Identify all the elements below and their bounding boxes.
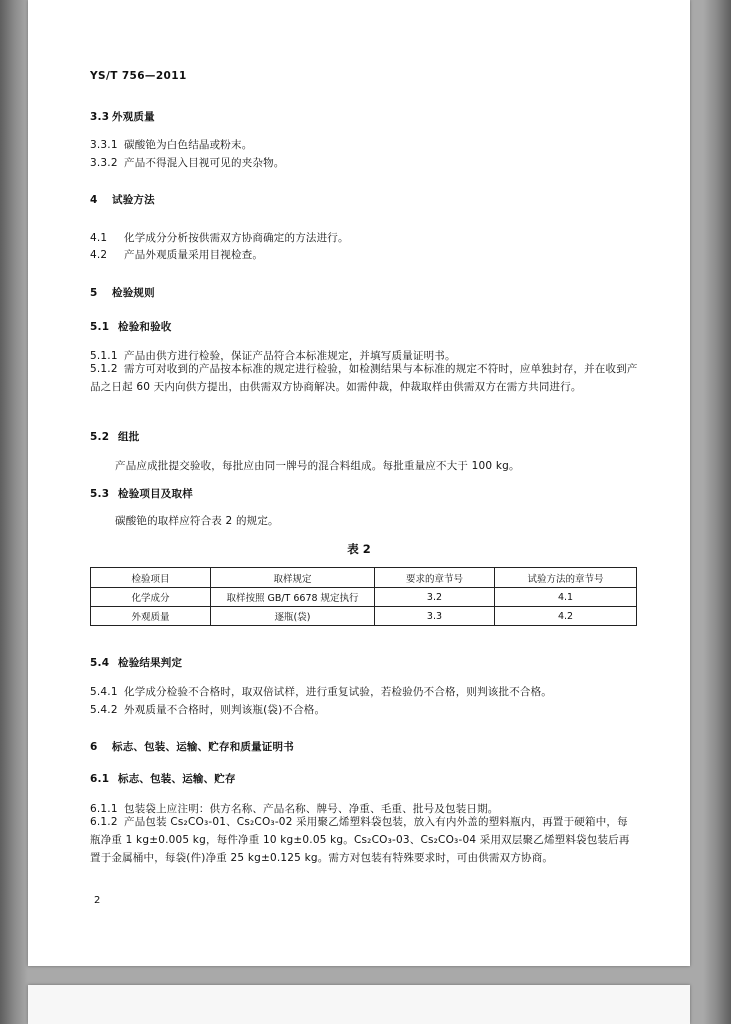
table-row: [91, 607, 637, 626]
section-number: 4: [90, 194, 98, 206]
section-number: 5: [90, 287, 98, 299]
clause-3-3-1: [90, 139, 252, 152]
clause-number: 3.3.2: [90, 157, 118, 169]
section-number: 5.4: [90, 657, 110, 669]
section-title: 检验项目及取样: [118, 488, 193, 500]
sampling-table: [90, 567, 637, 626]
table-cell: 4.2: [495, 607, 637, 626]
section-title: 组批: [118, 431, 140, 443]
clause-text: 化学成分检验不合格时，取双倍试样，进行重复试验，若检验仍不合格，则判该批不合格。: [124, 686, 552, 698]
section-number: 5.1: [90, 321, 110, 333]
clause-4-2: [90, 249, 263, 262]
clause-number: 5.4.1: [90, 686, 118, 698]
clause-number: 5.1.2: [90, 363, 118, 375]
clause-number: 5.4.2: [90, 704, 118, 716]
section-5-3-heading: [90, 488, 193, 501]
section-6-1-heading: [90, 773, 236, 786]
table-cell: 取样按照 GB/T 6678 规定执行: [211, 588, 375, 607]
section-6-heading: [90, 741, 294, 754]
clause-5-4-2: [90, 704, 325, 717]
clause-text: 产品由供方进行检验，保证产品符合本标准规定，并填写质量证明书。: [124, 350, 456, 362]
table-header-cell: 检验项目: [91, 568, 211, 588]
clause-text: 化学成分分析按供需双方协商确定的方法进行。: [124, 232, 349, 244]
section-title: 标志、包装、运输、贮存和质量证明书: [112, 741, 294, 753]
table-cell: 化学成分: [91, 588, 211, 607]
section-title: 检验规则: [112, 287, 155, 299]
clause-text: 包装袋上应注明：供方名称、产品名称、牌号、净重、毛重、批号及包装日期。: [124, 803, 499, 815]
section-number: 6.1: [90, 773, 110, 785]
section-5-2-heading: [90, 431, 139, 444]
clause-number: 6.1.1: [90, 803, 118, 815]
clause-text: 产品外观质量采用目视检查。: [124, 249, 264, 261]
table-cell: 4.1: [495, 588, 637, 607]
table-header-cell: 要求的章节号: [374, 568, 494, 588]
section-3-3-heading: [90, 111, 155, 124]
clause-number: 6.1.2: [90, 816, 118, 828]
clause-5-1-2: [90, 360, 638, 396]
clause-3-3-2: [90, 157, 285, 170]
section-title: 检验和验收: [118, 321, 172, 333]
clause-text: 外观质量不合格时，则判该瓶(袋)不合格。: [124, 704, 326, 716]
standard-code: YS/T 756—2011: [90, 70, 187, 82]
table-header-cell: 取样规定: [211, 568, 375, 588]
next-page-edge: [28, 985, 690, 1024]
table-cell: 逐瓶(袋): [211, 607, 375, 626]
clause-number: 3.3.1: [90, 139, 118, 151]
clause-5-4-1: [90, 686, 552, 699]
section-5-2-text: 产品应成批提交验收，每批应由同一牌号的混合料组成。每批重量应不大于 100 kg。: [115, 460, 520, 472]
table-cell: 3.3: [374, 607, 494, 626]
table-row: [91, 588, 637, 607]
clause-number: 4.1: [90, 232, 108, 244]
table-cell: 3.2: [374, 588, 494, 607]
clause-text: 产品不得混入目视可见的夹杂物。: [124, 157, 285, 169]
clause-number: 5.1.1: [90, 350, 118, 362]
section-number: 5.2: [90, 431, 110, 443]
section-title: 检验结果判定: [118, 657, 183, 669]
clause-4-1: [90, 232, 349, 245]
section-number: 3.3: [90, 111, 110, 123]
section-5-heading: [90, 287, 155, 300]
clause-text: 产品包装 Cs₂CO₃-01、Cs₂CO₃-02 采用聚乙烯塑料袋包装，放入有内外盖的塑料瓶内，再置于硬箱中，每瓶净重 1 kg±0.005 kg，每件净重 10 kg±0.05 kg。Cs₂CO₃-03、Cs₂CO₃-04 采用双层聚乙烯塑料袋包装后再置于金属桶中，每袋(件)净重 25 kg±0.125 kg。需方对包装有特殊要求时，可由供需双方协商。: [90, 816, 630, 864]
clause-number: 4.2: [90, 249, 108, 261]
section-title: 外观质量: [112, 111, 155, 123]
section-number: 6: [90, 741, 98, 753]
document-page: [28, 0, 690, 966]
clause-text: 碳酸铯为白色结晶或粉末。: [124, 139, 253, 151]
section-4-heading: [90, 194, 155, 207]
table-header-row: [91, 568, 637, 588]
section-title: 标志、包装、运输、贮存: [118, 773, 236, 785]
table-header-cell: 试验方法的章节号: [495, 568, 637, 588]
section-number: 5.3: [90, 488, 110, 500]
clause-6-1-2: [90, 813, 638, 867]
section-5-4-heading: [90, 657, 182, 670]
table-title: 表 2: [347, 542, 371, 556]
table-cell: 外观质量: [91, 607, 211, 626]
section-title: 试验方法: [112, 194, 155, 206]
section-5-1-heading: [90, 321, 172, 334]
clause-text: 需方可对收到的产品按本标准的规定进行检验，如检测结果与本标准的规定不符时，应单独封存，并在收到产品之日起 60 天内向供方提出，由供需双方协商解决。如需仲裁，仲裁取样由供需双方在需方共同进行。: [90, 363, 638, 393]
section-5-3-text: 碳酸铯的取样应符合表 2 的规定。: [115, 515, 279, 527]
page-number: 2: [94, 895, 101, 906]
